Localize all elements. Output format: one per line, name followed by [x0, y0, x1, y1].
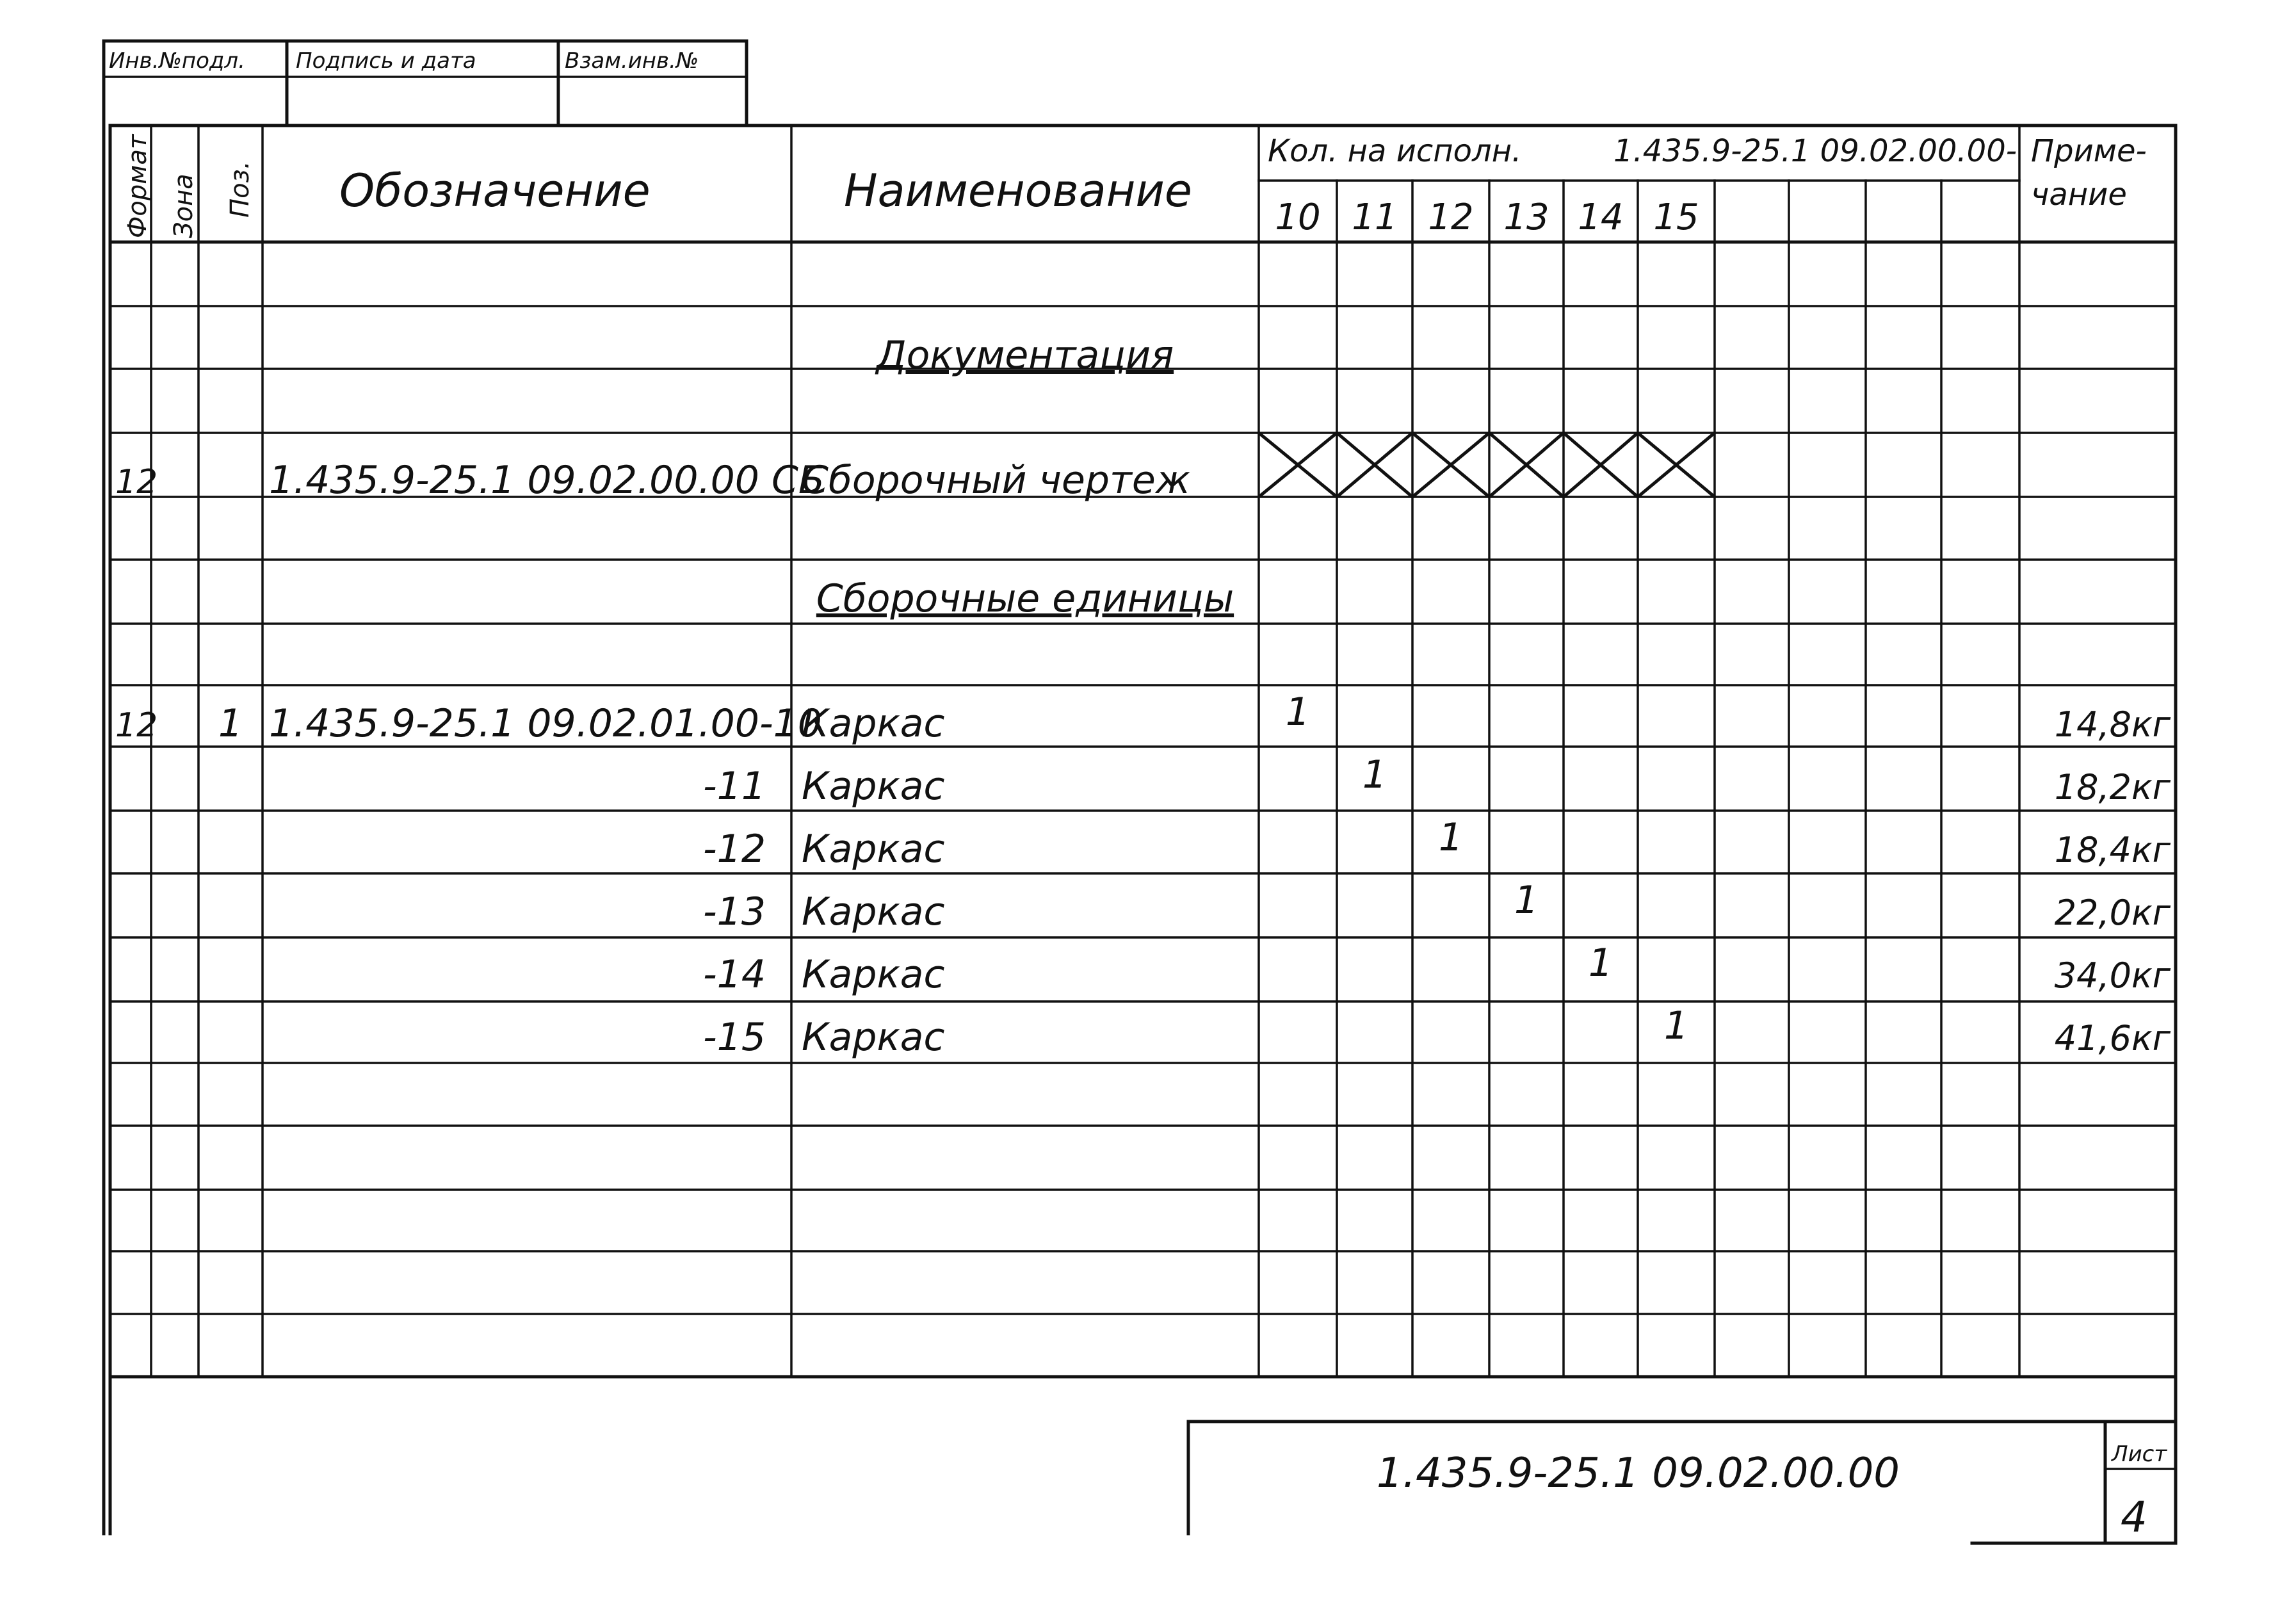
cell-designation: -15 — [703, 1015, 766, 1060]
cell-name: Каркас — [802, 764, 945, 809]
variant-headers — [1275, 197, 1699, 238]
cell-note: 41,6кг — [2054, 1018, 2171, 1058]
cell-note: 18,4кг — [2054, 830, 2171, 870]
cell-name: Каркас — [802, 701, 945, 746]
cross-mark — [1638, 433, 1715, 497]
stamp-inv-label: Инв.№подл. — [109, 48, 245, 74]
table-grid — [104, 41, 2176, 1543]
cell-format: 12 — [115, 706, 158, 745]
cell-pos: 1 — [218, 701, 243, 746]
header-note-line2: чание — [2031, 177, 2127, 213]
stamp-sign-label: Подпись и дата — [296, 48, 476, 74]
variant-header-13: 13 — [1503, 197, 1549, 238]
cell-note: 34,0кг — [2054, 955, 2171, 996]
cell-designation: 1.435.9-25.1 09.02.00.00 СБ — [269, 458, 825, 503]
cross-mark — [1564, 433, 1638, 497]
cell-name: Каркас — [802, 827, 945, 871]
cross-mark — [1412, 433, 1489, 497]
header-name: Наименование — [844, 165, 1192, 217]
stamp-vzam-label: Взам.инв.№ — [565, 48, 699, 74]
cell-designation: -12 — [703, 827, 766, 871]
title-block-code: 1.435.9-25.1 09.02.00.00 — [1377, 1450, 1900, 1497]
cell-note: 14,8кг — [2054, 704, 2171, 745]
cell-qty: 1 — [1438, 815, 1464, 860]
cell-qty: 1 — [1285, 690, 1311, 734]
cell-qty: 1 — [1514, 878, 1539, 923]
header-note-line1: Приме- — [2031, 133, 2147, 169]
variant-header-10: 10 — [1275, 197, 1321, 238]
cell-designation: -14 — [703, 952, 766, 997]
variant-header-15: 15 — [1653, 197, 1699, 238]
cell-name: Сборочный чертеж — [802, 458, 1190, 503]
variant-header-12: 12 — [1428, 197, 1474, 238]
section-heading: Документация — [876, 333, 1174, 378]
cell-qty: 1 — [1588, 941, 1613, 985]
header-zone: Зона — [169, 174, 198, 238]
cross-mark — [1259, 433, 1337, 497]
cell-qty: 1 — [1663, 1003, 1689, 1048]
variant-header-14: 14 — [1578, 197, 1624, 238]
header-qty-prefix: Кол. на исполн. — [1268, 133, 1522, 169]
section-heading: Сборочные единицы — [816, 576, 1234, 621]
cell-name: Каркас — [802, 889, 945, 934]
crossed-cells — [1259, 433, 1715, 497]
cell-designation: 1.435.9-25.1 09.02.01.00-10 — [269, 701, 822, 746]
header-designation: Обозначение — [339, 165, 651, 217]
cross-mark — [1337, 433, 1412, 497]
cell-format: 12 — [115, 463, 158, 501]
sheet-label: Лист — [2112, 1441, 2167, 1467]
table-rows — [115, 333, 2171, 1060]
header-format: Формат — [123, 134, 152, 238]
cell-designation: -11 — [703, 764, 766, 809]
cell-name: Каркас — [802, 952, 945, 997]
sheet-number: 4 — [2121, 1493, 2147, 1542]
cell-note: 18,2кг — [2054, 767, 2171, 807]
variant-header-11: 11 — [1352, 197, 1398, 238]
header-qty-code: 1.435.9-25.1 09.02.00.00- — [1613, 133, 2017, 169]
cell-designation: -13 — [703, 889, 766, 934]
cell-qty: 1 — [1362, 752, 1387, 797]
cell-note: 22,0кг — [2054, 893, 2171, 933]
cell-name: Каркас — [802, 1015, 945, 1060]
header-pos: Поз. — [225, 161, 255, 218]
cross-mark — [1489, 433, 1564, 497]
